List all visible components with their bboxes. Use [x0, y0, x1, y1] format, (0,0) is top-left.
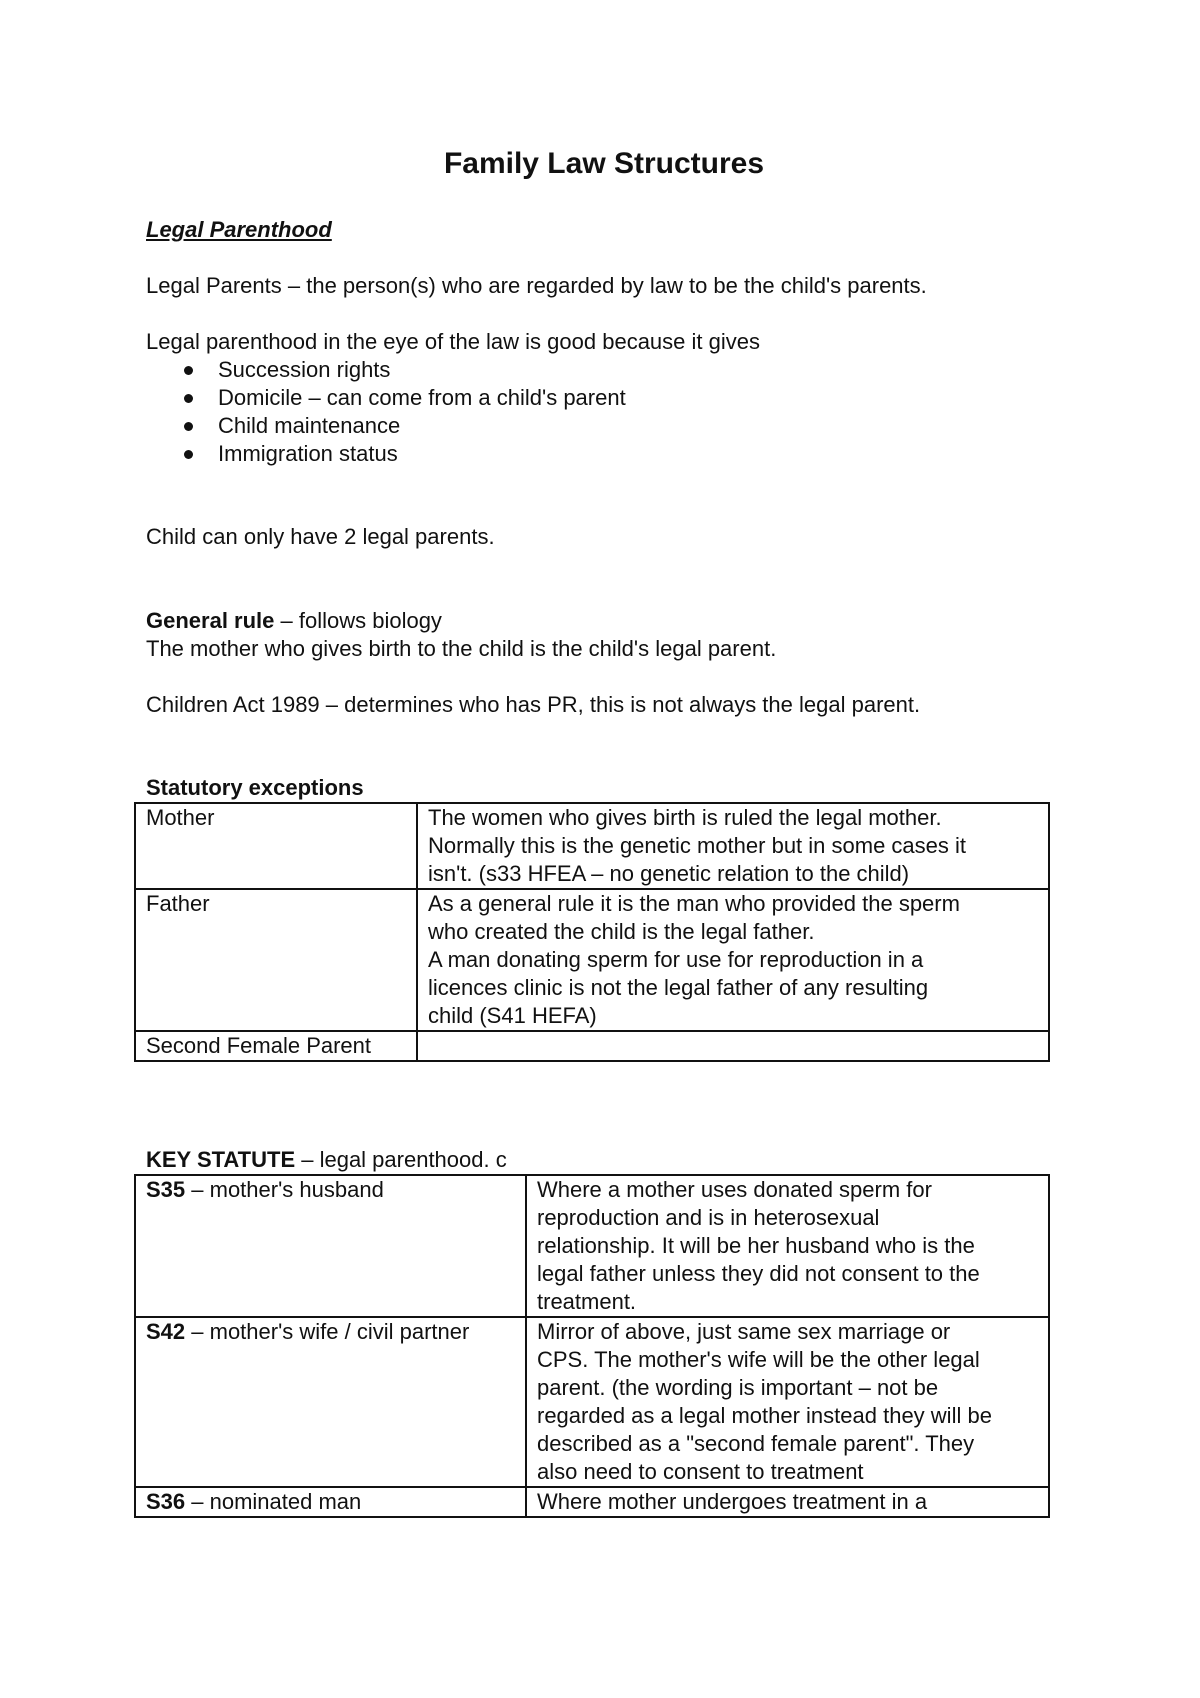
description-line: Where a mother uses donated sperm for: [537, 1177, 932, 1202]
section-title: – nominated man: [185, 1489, 362, 1514]
row-description: [417, 803, 1049, 889]
key-statute-subtitle: – legal parenthood. c: [295, 1147, 507, 1172]
description-line: Mirror of above, just same sex marriage or: [537, 1319, 951, 1344]
description-line: also need to consent to treatment: [537, 1459, 864, 1484]
two-parents-note: Child can only have 2 legal parents.: [146, 524, 495, 549]
row-label: [135, 1317, 526, 1487]
table-row: [135, 803, 1049, 889]
benefit-text: Child maintenance: [218, 413, 401, 438]
statutory-exceptions-table: [134, 802, 1050, 1062]
row-label: [135, 1487, 526, 1517]
description-line: parent. (the wording is important – not be: [537, 1375, 939, 1400]
row-label: Father: [135, 889, 417, 1031]
description-line: licences clinic is not the legal father of any resulting: [428, 975, 929, 1000]
description-line: Where mother undergoes treatment in a: [537, 1489, 928, 1514]
section-number: S36: [146, 1489, 186, 1514]
benefit-text: Succession rights: [218, 357, 391, 382]
statutory-exceptions-heading: Statutory exceptions: [146, 775, 364, 800]
description-line: As a general rule it is the man who provided the sperm: [428, 891, 960, 916]
benefit-text: Domicile – can come from a child's parent: [218, 385, 626, 410]
table-row: [135, 1317, 1049, 1487]
description-line: The women who gives birth is ruled the legal mother.: [428, 805, 942, 830]
description-line: child (S41 HEFA): [428, 1003, 597, 1028]
list-item: [218, 412, 1054, 440]
bullet-icon: [184, 394, 193, 403]
row-description: [526, 1317, 1049, 1487]
page-title: Family Law Structures: [443, 147, 765, 180]
row-description: [417, 889, 1049, 1031]
section-title: – mother's husband: [185, 1177, 384, 1202]
description-line: legal father unless they did not consent to the: [537, 1261, 980, 1286]
row-label: Second Female Parent: [135, 1031, 417, 1061]
benefit-text: Immigration status: [218, 441, 398, 466]
benefits-intro: Legal parenthood in the eye of the law is good because it gives: [146, 329, 760, 354]
list-item: [218, 356, 1054, 384]
row-description: [526, 1487, 1049, 1517]
general-rule: [146, 607, 1054, 635]
description-line: CPS. The mother's wife will be the other legal: [537, 1347, 980, 1372]
general-rule-label: General rule: [146, 608, 275, 633]
table-row: [135, 889, 1049, 1031]
key-statute-table: [134, 1174, 1050, 1518]
bullet-icon: [184, 450, 193, 459]
row-label: Mother: [135, 803, 417, 889]
section-title: – mother's wife / civil partner: [185, 1319, 470, 1344]
general-rule-text: – follows biology: [274, 608, 442, 633]
description-line: A man donating sperm for use for reproduction in a: [428, 947, 924, 972]
list-item: [218, 440, 1054, 468]
section-number: S35: [146, 1177, 186, 1202]
table-row: [135, 1175, 1049, 1317]
key-statute-heading: [146, 1146, 1054, 1174]
section-number: S42: [146, 1319, 186, 1344]
bullet-icon: [184, 422, 193, 431]
description-line: Normally this is the genetic mother but in some cases it: [428, 833, 967, 858]
description-line: reproduction and is in heterosexual: [537, 1205, 880, 1230]
table-row: [135, 1031, 1049, 1061]
children-act-note: Children Act 1989 – determines who has PR, this is not always the legal parent.: [146, 692, 921, 717]
key-statute-label: KEY STATUTE: [146, 1147, 296, 1172]
description-line: who created the child is the legal father.: [428, 919, 815, 944]
table-row: [135, 1487, 1049, 1517]
list-item: [218, 384, 1054, 412]
section-heading-legal-parenthood: Legal Parenthood: [146, 217, 332, 242]
benefits-list: [146, 356, 1054, 468]
legal-parents-definition: Legal Parents – the person(s) who are regarded by law to be the child's parents.: [146, 273, 927, 298]
description-line: described as a "second female parent". They: [537, 1431, 975, 1456]
description-line: isn't. (s33 HFEA – no genetic relation to the child): [428, 861, 910, 886]
mother-rule: The mother who gives birth to the child is the child's legal parent.: [146, 636, 777, 661]
description-line: regarded as a legal mother instead they will be: [537, 1403, 992, 1428]
row-description: [526, 1175, 1049, 1317]
description-line: treatment.: [537, 1289, 637, 1314]
bullet-icon: [184, 366, 193, 375]
row-description: [417, 1031, 1049, 1061]
description-line: relationship. It will be her husband who is the: [537, 1233, 975, 1258]
row-label: [135, 1175, 526, 1317]
